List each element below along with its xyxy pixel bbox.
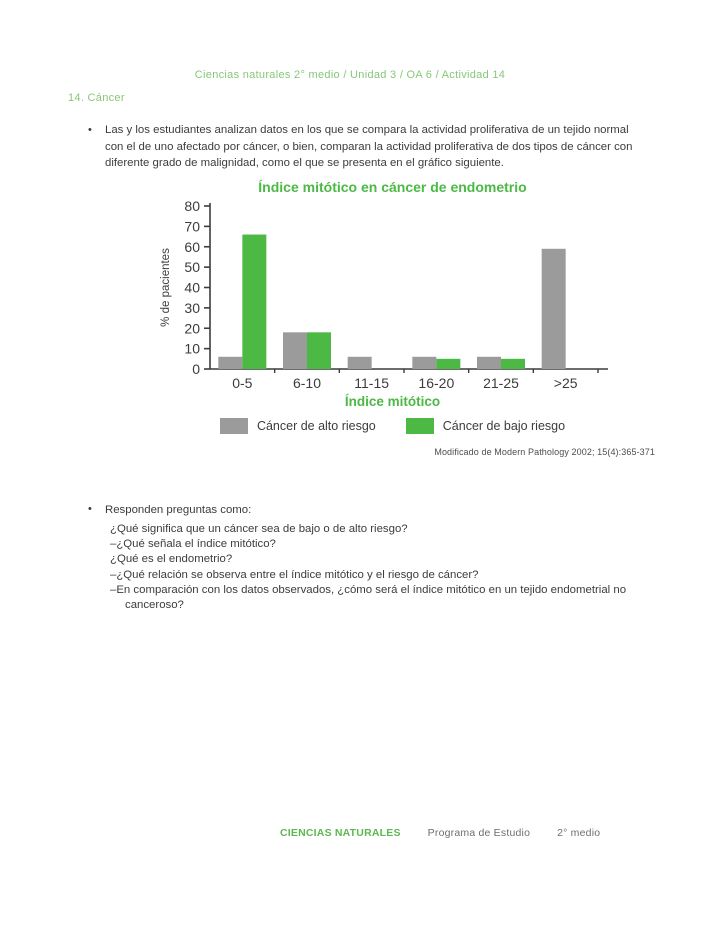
footer-grade: 2° medio bbox=[557, 827, 601, 839]
question-item: –En comparación con los datos observados, ¿cómo será el índice mitótico en un tejido endometrial no canceroso? bbox=[110, 583, 627, 612]
y-tick-label: 50 bbox=[184, 259, 200, 276]
y-axis-label: % de pacientes bbox=[160, 248, 172, 327]
gray-swatch-icon bbox=[220, 418, 248, 434]
bullet-icon: • bbox=[88, 503, 92, 515]
chart-x-axis-label: Índice mitótico bbox=[344, 394, 441, 409]
legend-item-bajo-riesgo bbox=[406, 418, 565, 434]
bar-alto-riesgo->25 bbox=[542, 249, 566, 369]
intro-paragraph bbox=[88, 122, 633, 172]
y-tick-label: 80 bbox=[184, 200, 200, 214]
y-tick-label: 20 bbox=[184, 320, 200, 337]
y-tick-label: 40 bbox=[184, 279, 200, 296]
x-tick-label: >25 bbox=[553, 375, 578, 391]
questions-list bbox=[110, 522, 666, 613]
question-item: –¿Qué señala el índice mitótico? bbox=[110, 538, 276, 551]
x-tick-label: 6-10 bbox=[292, 375, 322, 391]
y-tick-label: 10 bbox=[184, 340, 200, 357]
question-item: ¿Qué significa que un cáncer sea de bajo o de alto riesgo? bbox=[110, 523, 408, 535]
chart-title: Índice mitótico en cáncer de endometrio bbox=[258, 179, 527, 195]
bar-bajo-riesgo-21-25 bbox=[501, 359, 525, 369]
bar-bajo-riesgo-16-20 bbox=[436, 359, 460, 369]
footer-program: Programa de Estudio bbox=[427, 827, 531, 839]
legend-label-alto-riesgo: Cáncer de alto riesgo bbox=[256, 419, 376, 433]
chart-source-citation: Modificado de Modern Pathology 2002; 15(4):365-371 bbox=[434, 447, 655, 457]
questions-lead: Responden preguntas como: bbox=[105, 504, 252, 516]
green-swatch-icon bbox=[406, 418, 434, 434]
legend-label-bajo-riesgo: Cáncer de bajo riesgo bbox=[442, 419, 566, 433]
course-breadcrumb: Ciencias naturales 2° medio / Unidad 3 / OA 6 / Actividad 14 bbox=[194, 69, 506, 81]
bullet-icon: • bbox=[88, 124, 92, 136]
bar-alto-riesgo-21-25 bbox=[477, 357, 501, 369]
x-tick-label: 21-25 bbox=[483, 375, 519, 391]
questions-block bbox=[88, 503, 666, 613]
y-tick-label: 70 bbox=[184, 218, 200, 235]
section-heading: 14. Cáncer bbox=[68, 92, 125, 104]
intro-text: Las y los estudiantes analizan datos en los que se compara la actividad proliferativa de un tejido normal con el de uno afectado por cáncer, o bien, comparan la actividad proliferativa de dos tipos de cáncer con diferente grado de malignidad, como el que se presenta en el gráfico siguiente. bbox=[105, 124, 633, 170]
y-tick-label: 30 bbox=[184, 299, 200, 316]
bar-bajo-riesgo-0-5 bbox=[242, 235, 266, 369]
y-tick-label: 0 bbox=[192, 361, 200, 377]
bar-alto-riesgo-0-5 bbox=[218, 357, 242, 369]
x-tick-label: 11-15 bbox=[354, 375, 390, 391]
bar-bajo-riesgo-6-10 bbox=[307, 332, 331, 369]
x-tick-label: 16-20 bbox=[418, 375, 455, 391]
footer-brand: CIENCIAS NATURALES bbox=[280, 827, 401, 839]
bar-alto-riesgo-16-20 bbox=[412, 357, 436, 369]
chart-block bbox=[130, 179, 655, 457]
chart-legend bbox=[130, 418, 655, 434]
bar-alto-riesgo-6-10 bbox=[283, 332, 307, 369]
y-tick-label: 60 bbox=[184, 238, 200, 255]
legend-item-alto-riesgo bbox=[220, 418, 376, 434]
question-item: –¿Qué relación se observa entre el índice mitótico y el riesgo de cáncer? bbox=[110, 568, 479, 581]
page-footer bbox=[280, 827, 600, 839]
mitotic-index-chart bbox=[155, 200, 625, 392]
bar-alto-riesgo-11-15 bbox=[348, 357, 372, 369]
question-item: ¿Qué es el endometrio? bbox=[110, 553, 233, 566]
x-tick-label: 0-5 bbox=[232, 375, 253, 391]
